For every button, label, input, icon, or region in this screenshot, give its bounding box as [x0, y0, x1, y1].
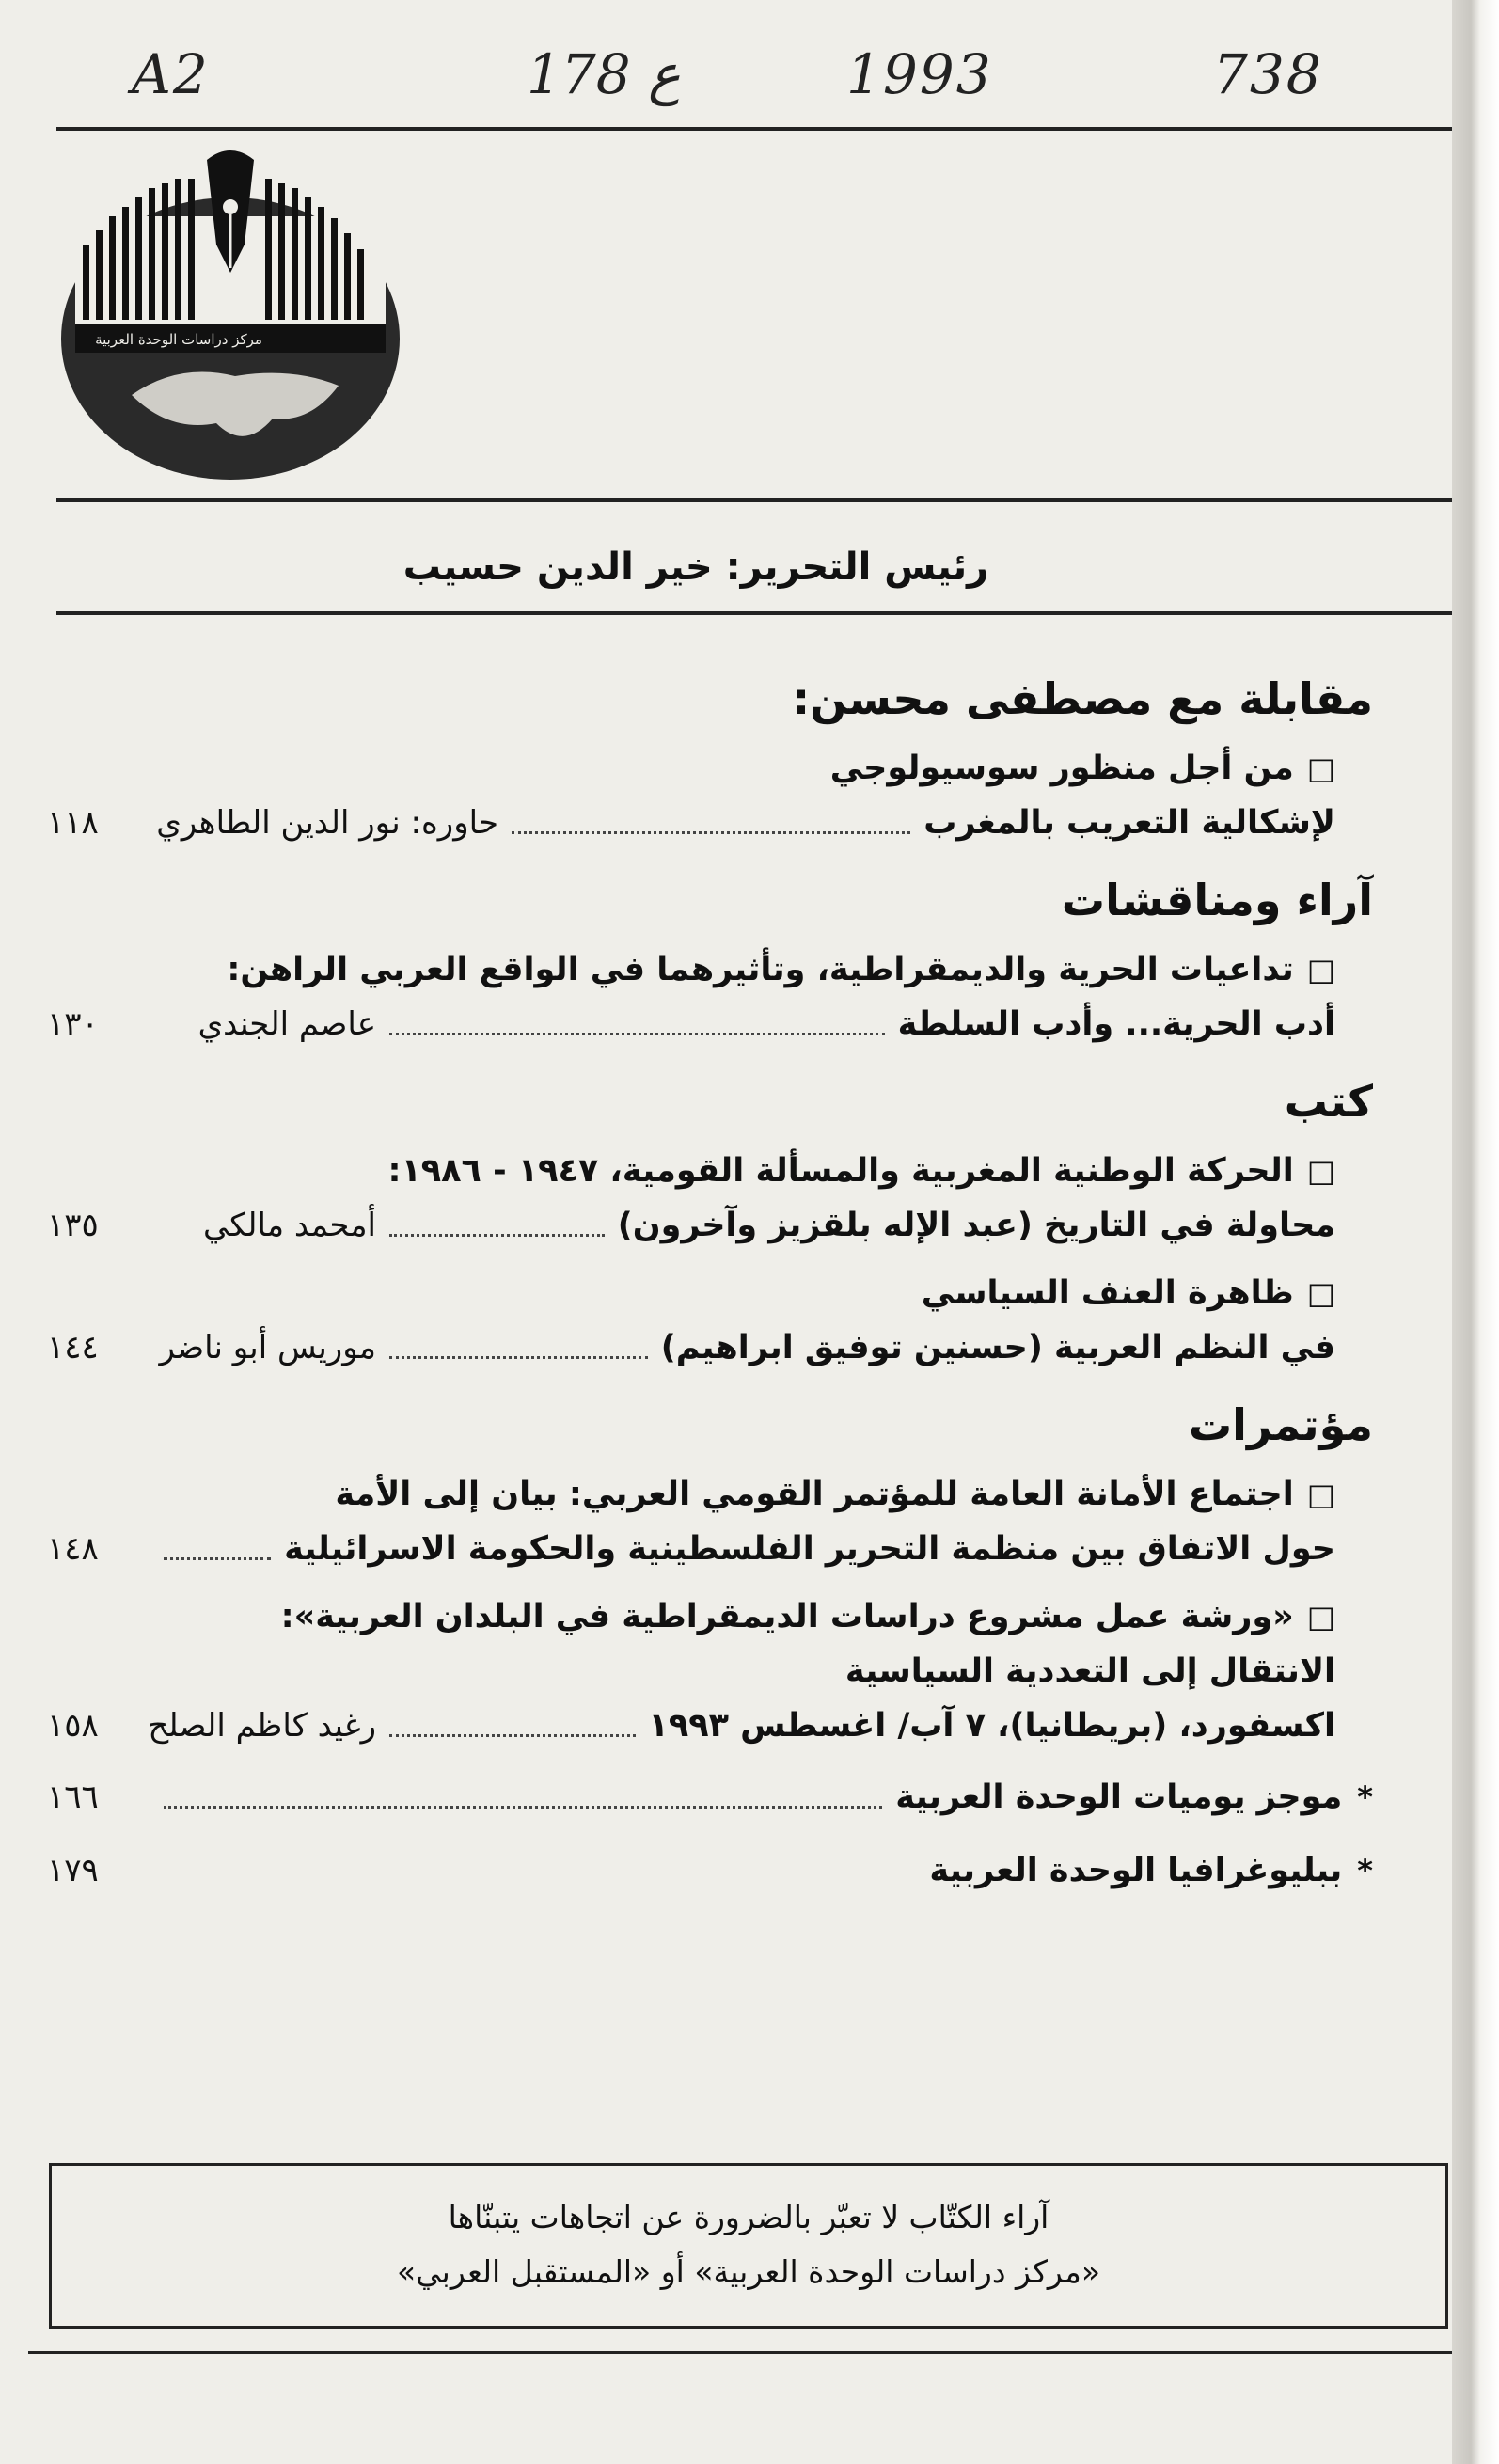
entry-page: ١٣٠: [47, 1005, 99, 1043]
dot-leader: [389, 1356, 648, 1359]
square-bullet-icon: □: [1306, 1275, 1335, 1311]
toc-entry[interactable]: [47, 1467, 1335, 1576]
toc-entry[interactable]: [47, 1266, 1335, 1375]
entry-title: اكسفورد، (بريطانيا)، ٧ آب/ اغسطس ١٩٩٣: [648, 1707, 1335, 1745]
toc-entry[interactable]: [47, 942, 1335, 1051]
square-bullet-icon: □: [1306, 1599, 1335, 1635]
top-rule: [56, 127, 1458, 131]
toc-entry-star[interactable]: [47, 1843, 1373, 1898]
entry-title: الحركة الوطنية المغربية والمسألة القومية، ١٩٤٧ - ١٩٨٦:: [387, 1152, 1294, 1190]
rule-above-editor: [56, 498, 1467, 502]
hand-code-4: 738: [1213, 42, 1323, 106]
asterisk-icon: *: [1357, 1779, 1373, 1815]
entry-title: حول الاتفاق بين منظمة التحرير الفلسطينية والحكومة الاسرائيلية: [284, 1530, 1335, 1568]
entry-title: أدب الحرية... وأدب السلطة: [897, 1005, 1335, 1043]
entry-title: من أجل منظور سوسيولوجي: [829, 750, 1294, 787]
toc-entry[interactable]: [47, 1589, 1335, 1753]
dot-leader: [389, 1234, 605, 1237]
entry-title: «ورشة عمل مشروع دراسات الديمقراطية في البلدان العربية»:: [280, 1598, 1294, 1635]
editor-in-chief: رئيس التحرير: خير الدين حسيب: [402, 545, 989, 589]
dot-leader: [164, 1806, 882, 1809]
section-title: آراء ومناقشات: [1061, 875, 1373, 925]
dot-leader: [389, 1033, 885, 1035]
disclaimer-line-1: آراء الكتّاب لا تعبّر بالضرورة عن اتجاهات يتبنّاها: [448, 2199, 1049, 2235]
entry-page: ١٣٥: [47, 1207, 99, 1244]
dot-leader: [164, 1557, 271, 1560]
section-title: مقابلة مع مصطفى محسن:: [792, 673, 1373, 724]
toc-entry[interactable]: [47, 1144, 1335, 1253]
entry-page: ١٤٤: [47, 1329, 99, 1366]
entry-page: ١٦٦: [47, 1778, 99, 1816]
entry-page: ١٧٩: [47, 1852, 99, 1889]
square-bullet-icon: □: [1306, 1477, 1335, 1512]
toc-entry[interactable]: [47, 741, 1335, 850]
bottom-rule: [28, 2351, 1467, 2354]
entry-page: ١١٨: [47, 804, 99, 842]
toc-entry-star[interactable]: [47, 1770, 1373, 1824]
entry-page: ١٥٨: [47, 1707, 99, 1745]
hand-code-1: A2: [132, 42, 210, 106]
entry-title: لإشكالية التعريب بالمغرب: [923, 804, 1335, 842]
square-bullet-icon: □: [1306, 1153, 1335, 1189]
entry-title: ببليوغرافيا الوحدة العربية: [929, 1852, 1343, 1889]
hand-code-2: 178 ع: [527, 42, 681, 106]
entry-author: أمحمد مالكي: [203, 1207, 376, 1244]
rule-below-editor: [56, 611, 1467, 615]
dot-leader: [164, 1879, 916, 1882]
dot-leader: [512, 831, 910, 834]
entry-author: عاصم الجندي: [197, 1005, 376, 1043]
section-title: كتب: [1284, 1076, 1373, 1127]
publisher-logo: [56, 141, 404, 480]
entry-title: محاولة في التاريخ (عبد الإله بلقزيز وآخرون): [617, 1207, 1335, 1244]
asterisk-icon: *: [1357, 1853, 1373, 1888]
hand-code-3: 1993: [846, 42, 993, 106]
entry-page: ١٤٨: [47, 1530, 99, 1568]
dot-leader: [389, 1734, 636, 1737]
facing-page-edge: [1452, 0, 1499, 2464]
entry-title: الانتقال إلى التعددية السياسية: [844, 1652, 1335, 1690]
square-bullet-icon: □: [1306, 952, 1335, 987]
disclaimer-box: [49, 2163, 1448, 2329]
entry-title: في النظم العربية (حسنين توفيق ابراهيم): [660, 1329, 1335, 1366]
table-of-contents: [47, 649, 1373, 1911]
entry-author: موريس أبو ناضر: [159, 1329, 376, 1366]
square-bullet-icon: □: [1306, 750, 1335, 786]
entry-title: تداعيات الحرية والديمقراطية، وتأثيرهما في الواقع العربي الراهن:: [227, 951, 1294, 988]
disclaimer-line-2: «مركز دراسات الوحدة العربية» أو «المستقبل العربي»: [396, 2253, 1101, 2290]
entry-author: حاوره: نور الدين الطاهري: [156, 804, 498, 842]
entry-author: رغيد كاظم الصلح: [148, 1707, 376, 1745]
entry-title: اجتماع الأمانة العامة للمؤتمر القومي العربي: بيان إلى الأمة: [335, 1476, 1294, 1513]
entry-title: موجز يوميات الوحدة العربية: [895, 1778, 1343, 1816]
logo-caption: مركز دراسات الوحدة العربية: [95, 331, 262, 348]
entry-title: ظاهرة العنف السياسي: [921, 1274, 1294, 1312]
section-title: مؤتمرات: [1188, 1399, 1373, 1450]
